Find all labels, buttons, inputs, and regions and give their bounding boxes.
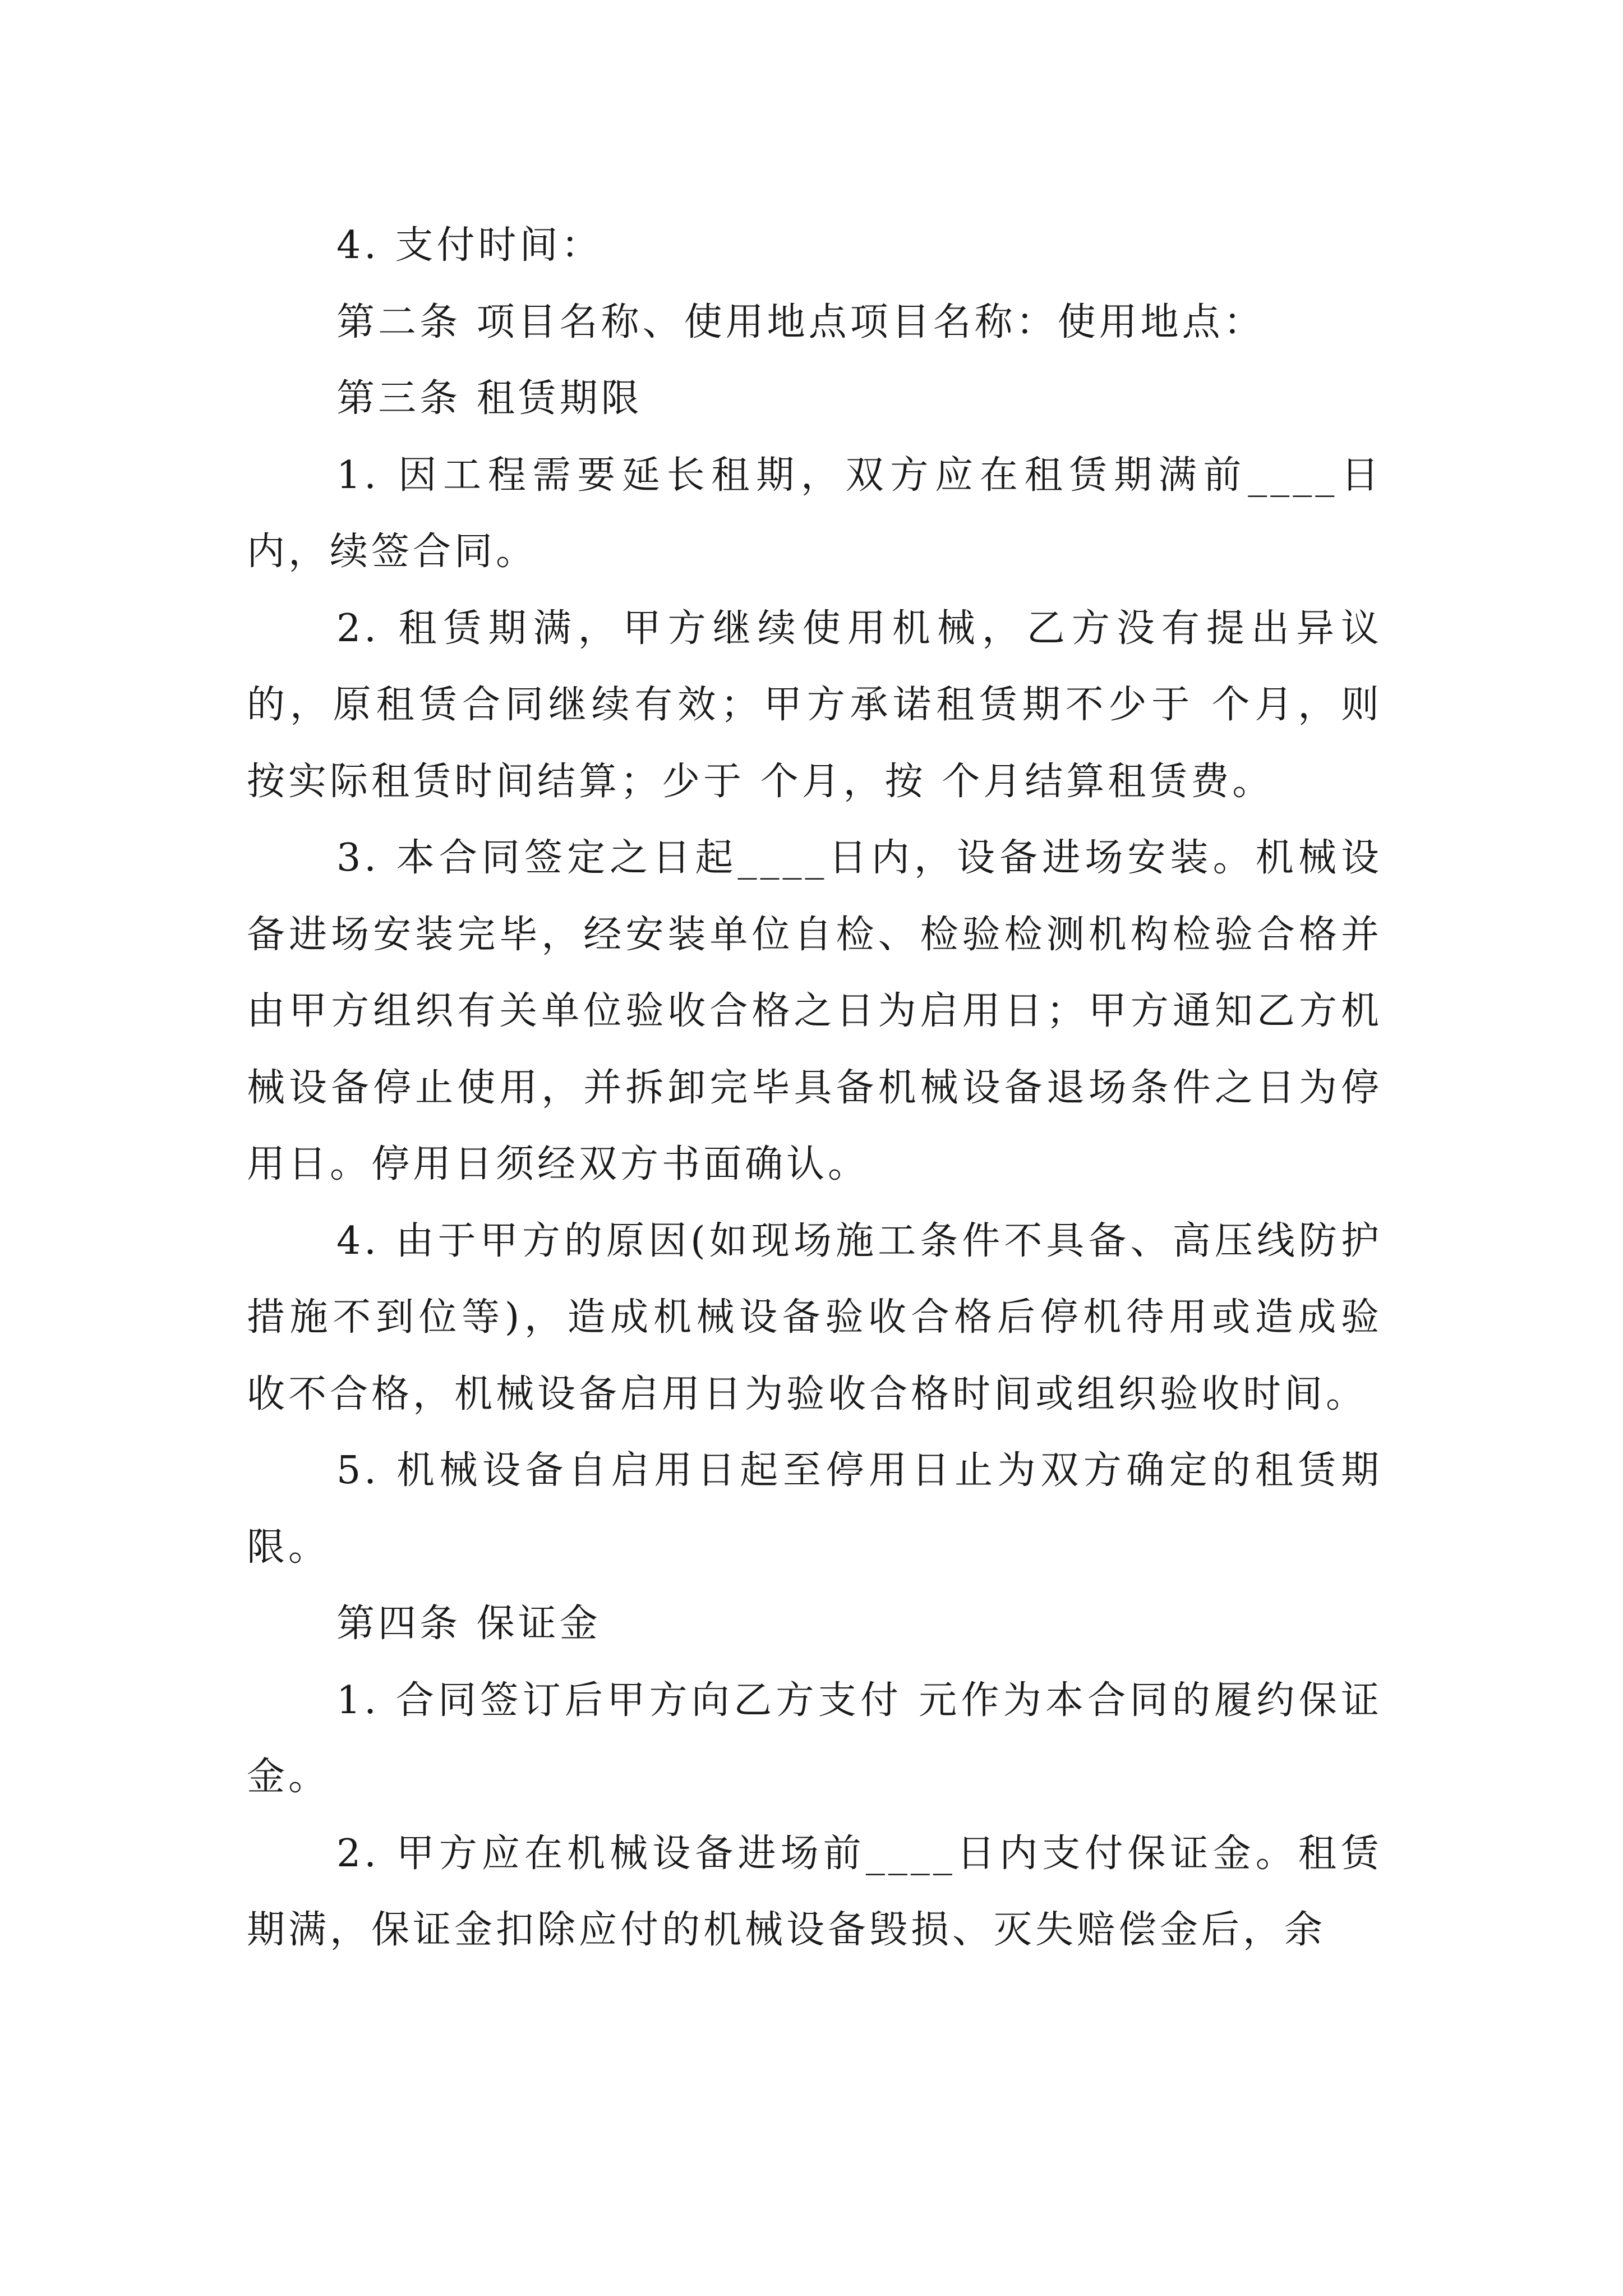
article-4-clause-2: 2. 甲方应在机械设备进场前____日内支付保证金。租赁期满，保证金扣除应付的机械设备毁损、灭失赔偿金后，余 (247, 1831, 1382, 1952)
article-3-clause-2: 2. 租赁期满，甲方继续使用机械，乙方没有提出异议的，原租赁合同继续有效；甲方承诺租赁期不少于 个月，则按实际租赁时间结算；少于 个月，按 个月结算租赁费。 (247, 606, 1382, 804)
article-4-heading: 第四条 保证金 (336, 1602, 601, 1646)
article-4-clause-1: 1. 合同签订后甲方向乙方支付 元作为本合同的履约保证金。 (247, 1678, 1382, 1799)
article-3-clause-1: 1. 因工程需要延长租期，双方应在租赁期满前____日内，续签合同。 (247, 453, 1382, 574)
document-body (247, 208, 1382, 1969)
article-3-clause-4: 4. 由于甲方的原因(如现场施工条件不具备、高压线防护措施不到位等)，造成机械设备验收合格后停机待用或造成验收不合格，机械设备启用日为验收合格时间或组织验收时间。 (247, 1218, 1382, 1416)
article-2-heading: 第二条 项目名称、使用地点项目名称：使用地点： (336, 300, 1265, 344)
article-3-clause-5: 5. 机械设备自启用日起至停用日止为双方确定的租赁期限。 (247, 1448, 1382, 1570)
payment-time-item: 4. 支付时间： (336, 223, 603, 268)
article-3-heading: 第三条 租赁期限 (336, 376, 643, 421)
article-3-clause-3: 3. 本合同签定之日起____日内，设备进场安装。机械设备进场安装完毕，经安装单位自检、检验检测机构检验合格并由甲方组织有关单位验收合格之日为启用日；甲方通知乙方机械设备停止使用，并拆卸完毕具备机械设备退场条件之日为停用日。停用日须经双方书面确认。 (247, 836, 1382, 1186)
